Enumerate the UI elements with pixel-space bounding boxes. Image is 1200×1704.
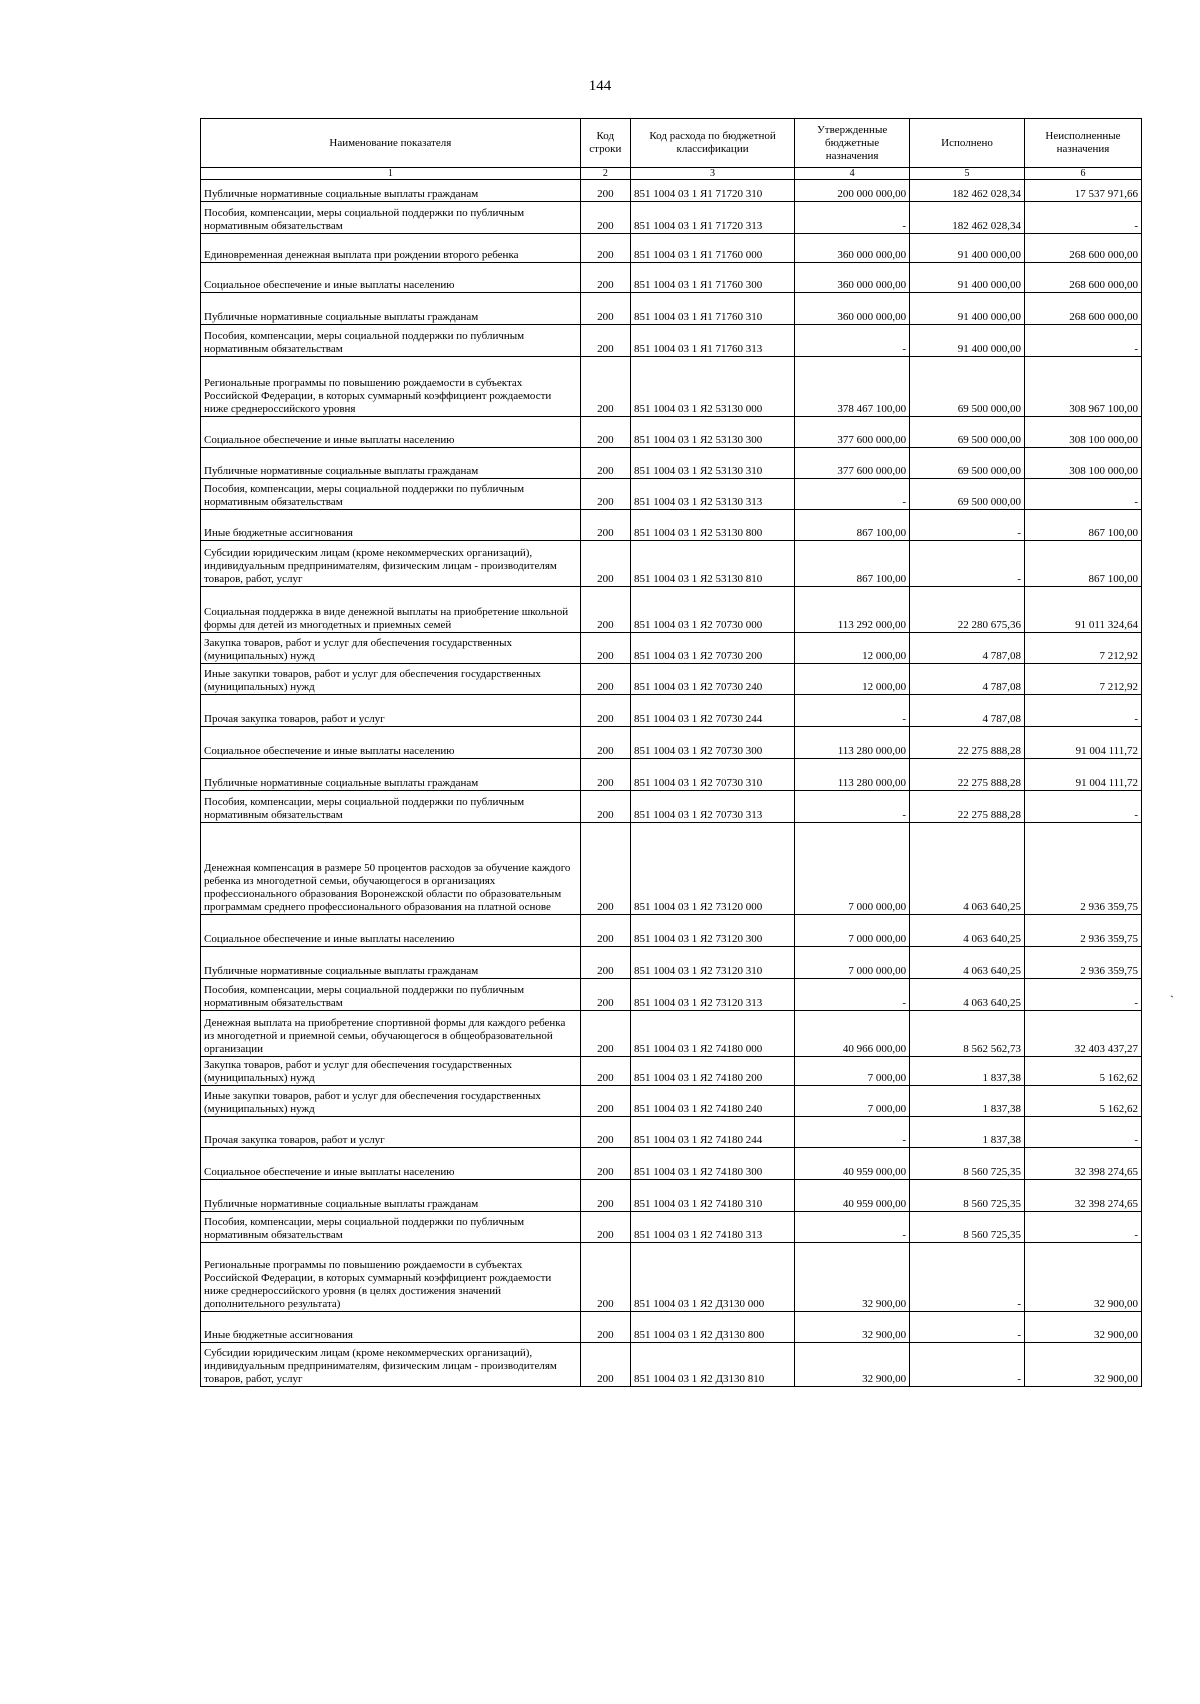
row-approved-amount: 867 100,00 (795, 541, 910, 587)
row-name: Закупка товаров, работ и услуг для обеспечения государственных (муниципальных) нужд (201, 1057, 581, 1086)
table-row (201, 1312, 1142, 1343)
row-approved-amount: - (795, 1117, 910, 1148)
row-name: Социальная поддержка в виде денежной выплаты на приобретение школьной формы для детей из многодетных и приемных семей (201, 587, 581, 633)
row-executed-amount: 1 837,38 (910, 1117, 1025, 1148)
row-approved-amount: - (795, 325, 910, 357)
row-executed-amount: 22 275 888,28 (910, 727, 1025, 759)
table-row (201, 947, 1142, 979)
row-code: 200 (580, 664, 630, 695)
row-name: Иные закупки товаров, работ и услуг для обеспечения государственных (муниципальных) нужд (201, 1086, 581, 1117)
row-name: Денежная выплата на приобретение спортивной формы для каждого ребенка из многодетной и приемной семьи, обучающегося в общеобразовательной организации (201, 1011, 581, 1057)
row-unexecuted-amount: 17 537 971,66 (1024, 180, 1141, 202)
row-classification-code: 851 1004 03 1 Я2 73120 310 (630, 947, 794, 979)
row-name: Публичные нормативные социальные выплаты гражданам (201, 1180, 581, 1212)
row-name: Иные бюджетные ассигнования (201, 510, 581, 541)
row-approved-amount: 32 900,00 (795, 1243, 910, 1312)
row-code: 200 (580, 202, 630, 234)
table-row (201, 1243, 1142, 1312)
row-classification-code: 851 1004 03 1 Я2 73120 313 (630, 979, 794, 1011)
row-classification-code: 851 1004 03 1 Я2 70730 000 (630, 587, 794, 633)
row-classification-code: 851 1004 03 1 Я2 74180 300 (630, 1148, 794, 1180)
row-classification-code: 851 1004 03 1 Я2 74180 244 (630, 1117, 794, 1148)
row-classification-code: 851 1004 03 1 Я2 53130 000 (630, 357, 794, 417)
row-unexecuted-amount: 2 936 359,75 (1024, 915, 1141, 947)
row-executed-amount: 91 400 000,00 (910, 234, 1025, 263)
row-unexecuted-amount: 32 398 274,65 (1024, 1180, 1141, 1212)
row-name: Региональные программы по повышению рождаемости в субъектах Российской Федерации, в которых суммарный коэффициент рождаемости ниже среднероссийского уровня (201, 357, 581, 417)
row-approved-amount: 32 900,00 (795, 1343, 910, 1387)
row-classification-code: 851 1004 03 1 Я2 70730 313 (630, 791, 794, 823)
row-classification-code: 851 1004 03 1 Я2 53130 300 (630, 417, 794, 448)
row-executed-amount: 22 275 888,28 (910, 759, 1025, 791)
row-executed-amount: 4 063 640,25 (910, 979, 1025, 1011)
header-name: Наименование показателя (201, 119, 581, 168)
row-approved-amount: 113 292 000,00 (795, 587, 910, 633)
row-unexecuted-amount: 32 403 437,27 (1024, 1011, 1141, 1057)
table-row (201, 202, 1142, 234)
row-unexecuted-amount: 91 011 324,64 (1024, 587, 1141, 633)
row-classification-code: 851 1004 03 1 Я2 74180 240 (630, 1086, 794, 1117)
row-name: Пособия, компенсации, меры социальной поддержки по публичным нормативным обязательствам (201, 979, 581, 1011)
row-approved-amount: - (795, 791, 910, 823)
row-name: Иные закупки товаров, работ и услуг для обеспечения государственных (муниципальных) нужд (201, 664, 581, 695)
table-row (201, 759, 1142, 791)
row-approved-amount: 40 966 000,00 (795, 1011, 910, 1057)
row-name: Субсидии юридическим лицам (кроме некоммерческих организаций), индивидуальным предпринимателям, физическим лицам - производителям товаров, работ, услуг (201, 541, 581, 587)
row-name: Пособия, компенсации, меры социальной поддержки по публичным нормативным обязательствам (201, 479, 581, 510)
column-number: 6 (1024, 168, 1141, 180)
row-unexecuted-amount: 2 936 359,75 (1024, 947, 1141, 979)
table-row (201, 234, 1142, 263)
table-row (201, 479, 1142, 510)
table-row (201, 1180, 1142, 1212)
column-number: 2 (580, 168, 630, 180)
budget-execution-table (200, 118, 1142, 1387)
row-unexecuted-amount: - (1024, 1212, 1141, 1243)
row-classification-code: 851 1004 03 1 Я2 73120 000 (630, 823, 794, 915)
row-approved-amount: 40 959 000,00 (795, 1180, 910, 1212)
table-row (201, 293, 1142, 325)
row-name: Публичные нормативные социальные выплаты гражданам (201, 759, 581, 791)
row-code: 200 (580, 1312, 630, 1343)
row-code: 200 (580, 417, 630, 448)
row-code: 200 (580, 1343, 630, 1387)
row-classification-code: 851 1004 03 1 Я1 71760 000 (630, 234, 794, 263)
row-code: 200 (580, 1180, 630, 1212)
row-code: 200 (580, 823, 630, 915)
row-name: Публичные нормативные социальные выплаты гражданам (201, 947, 581, 979)
column-number: 4 (795, 168, 910, 180)
row-approved-amount: 40 959 000,00 (795, 1148, 910, 1180)
row-approved-amount: 7 000 000,00 (795, 823, 910, 915)
row-name: Социальное обеспечение и иные выплаты населению (201, 263, 581, 293)
row-classification-code: 851 1004 03 1 Я2 74180 313 (630, 1212, 794, 1243)
header-executed: Исполнено (910, 119, 1025, 168)
row-classification-code: 851 1004 03 1 Я2 Д3130 800 (630, 1312, 794, 1343)
column-number: 3 (630, 168, 794, 180)
row-classification-code: 851 1004 03 1 Я2 53130 800 (630, 510, 794, 541)
row-code: 200 (580, 915, 630, 947)
row-unexecuted-amount: - (1024, 325, 1141, 357)
table-row (201, 541, 1142, 587)
row-classification-code: 851 1004 03 1 Я2 70730 300 (630, 727, 794, 759)
row-classification-code: 851 1004 03 1 Я2 53130 310 (630, 448, 794, 479)
row-classification-code: 851 1004 03 1 Я2 Д3130 810 (630, 1343, 794, 1387)
row-executed-amount: 4 787,08 (910, 633, 1025, 664)
row-name: Социальное обеспечение и иные выплаты населению (201, 1148, 581, 1180)
row-approved-amount: 378 467 100,00 (795, 357, 910, 417)
row-classification-code: 851 1004 03 1 Я2 70730 240 (630, 664, 794, 695)
row-executed-amount: 8 562 562,73 (910, 1011, 1025, 1057)
row-code: 200 (580, 1212, 630, 1243)
row-executed-amount: - (910, 1243, 1025, 1312)
stray-mark: ˎ (1170, 984, 1174, 998)
row-unexecuted-amount: 32 900,00 (1024, 1243, 1141, 1312)
table-row (201, 695, 1142, 727)
table-row (201, 1117, 1142, 1148)
row-executed-amount: 69 500 000,00 (910, 479, 1025, 510)
row-code: 200 (580, 1011, 630, 1057)
row-approved-amount: 7 000 000,00 (795, 947, 910, 979)
row-name: Иные бюджетные ассигнования (201, 1312, 581, 1343)
row-approved-amount: 12 000,00 (795, 664, 910, 695)
header-approved: Утвержденные бюджетные назначения (795, 119, 910, 168)
row-executed-amount: 8 560 725,35 (910, 1180, 1025, 1212)
row-code: 200 (580, 479, 630, 510)
row-approved-amount: 867 100,00 (795, 510, 910, 541)
row-approved-amount: 113 280 000,00 (795, 759, 910, 791)
row-approved-amount: 200 000 000,00 (795, 180, 910, 202)
table-row (201, 823, 1142, 915)
row-name: Субсидии юридическим лицам (кроме некоммерческих организаций), индивидуальным предпринимателям, физическим лицам - производителям товаров, работ, услуг (201, 1343, 581, 1387)
row-classification-code: 851 1004 03 1 Я2 70730 310 (630, 759, 794, 791)
row-approved-amount: - (795, 979, 910, 1011)
row-code: 200 (580, 1057, 630, 1086)
row-approved-amount: 12 000,00 (795, 633, 910, 664)
row-executed-amount: 4 063 640,25 (910, 915, 1025, 947)
row-name: Публичные нормативные социальные выплаты гражданам (201, 448, 581, 479)
row-executed-amount: - (910, 1343, 1025, 1387)
row-code: 200 (580, 263, 630, 293)
row-name: Прочая закупка товаров, работ и услуг (201, 1117, 581, 1148)
table-row (201, 1148, 1142, 1180)
table-row (201, 979, 1142, 1011)
row-classification-code: 851 1004 03 1 Я2 53130 313 (630, 479, 794, 510)
column-number-row (201, 168, 1142, 180)
row-code: 200 (580, 695, 630, 727)
table-row (201, 1057, 1142, 1086)
row-unexecuted-amount: 867 100,00 (1024, 541, 1141, 587)
row-classification-code: 851 1004 03 1 Я1 71760 313 (630, 325, 794, 357)
row-name: Закупка товаров, работ и услуг для обеспечения государственных (муниципальных) нужд (201, 633, 581, 664)
row-executed-amount: 8 560 725,35 (910, 1148, 1025, 1180)
row-unexecuted-amount: - (1024, 202, 1141, 234)
row-executed-amount: 8 560 725,35 (910, 1212, 1025, 1243)
row-code: 200 (580, 1117, 630, 1148)
row-unexecuted-amount: 268 600 000,00 (1024, 263, 1141, 293)
row-code: 200 (580, 727, 630, 759)
row-code: 200 (580, 791, 630, 823)
row-unexecuted-amount: - (1024, 979, 1141, 1011)
row-code: 200 (580, 1086, 630, 1117)
row-executed-amount: 1 837,38 (910, 1057, 1025, 1086)
row-classification-code: 851 1004 03 1 Я1 71720 310 (630, 180, 794, 202)
table-row (201, 587, 1142, 633)
row-classification-code: 851 1004 03 1 Я1 71720 313 (630, 202, 794, 234)
row-executed-amount: 22 280 675,36 (910, 587, 1025, 633)
row-code: 200 (580, 587, 630, 633)
row-name: Пособия, компенсации, меры социальной поддержки по публичным нормативным обязательствам (201, 791, 581, 823)
row-approved-amount: - (795, 695, 910, 727)
row-approved-amount: 360 000 000,00 (795, 263, 910, 293)
header-row-code: Код строки (580, 119, 630, 168)
row-approved-amount: 113 280 000,00 (795, 727, 910, 759)
row-code: 200 (580, 448, 630, 479)
row-executed-amount: 69 500 000,00 (910, 417, 1025, 448)
table-row (201, 791, 1142, 823)
row-code: 200 (580, 1243, 630, 1312)
row-approved-amount: 32 900,00 (795, 1312, 910, 1343)
row-executed-amount: 91 400 000,00 (910, 263, 1025, 293)
row-classification-code: 851 1004 03 1 Я1 71760 300 (630, 263, 794, 293)
table-row (201, 915, 1142, 947)
table-row (201, 664, 1142, 695)
row-code: 200 (580, 759, 630, 791)
table-row (201, 180, 1142, 202)
row-classification-code: 851 1004 03 1 Я2 74180 000 (630, 1011, 794, 1057)
row-unexecuted-amount: 5 162,62 (1024, 1057, 1141, 1086)
row-executed-amount: 182 462 028,34 (910, 180, 1025, 202)
table-row (201, 633, 1142, 664)
row-approved-amount: 7 000 000,00 (795, 915, 910, 947)
table-row (201, 417, 1142, 448)
column-number: 5 (910, 168, 1025, 180)
row-executed-amount: - (910, 1312, 1025, 1343)
table-row (201, 263, 1142, 293)
table-body (201, 180, 1142, 1387)
row-classification-code: 851 1004 03 1 Я2 73120 300 (630, 915, 794, 947)
header-classification: Код расхода по бюджетной классификации (630, 119, 794, 168)
row-name: Пособия, компенсации, меры социальной поддержки по публичным нормативным обязательствам (201, 202, 581, 234)
row-unexecuted-amount: 308 967 100,00 (1024, 357, 1141, 417)
row-unexecuted-amount: 32 398 274,65 (1024, 1148, 1141, 1180)
row-code: 200 (580, 947, 630, 979)
row-name: Пособия, компенсации, меры социальной поддержки по публичным нормативным обязательствам (201, 1212, 581, 1243)
row-name: Региональные программы по повышению рождаемости в субъектах Российской Федерации, в которых суммарный коэффициент рождаемости ниже среднероссийского уровня (в целях достижения значений дополнительного результата) (201, 1243, 581, 1312)
row-name: Денежная компенсация в размере 50 процентов расходов за обучение каждого ребенка из многодетной семьи, обучающегося в организациях профессионального образования Воронежской области по образовательным программам среднего профессионального образования на платной основе (201, 823, 581, 915)
row-code: 200 (580, 234, 630, 263)
row-name: Прочая закупка товаров, работ и услуг (201, 695, 581, 727)
row-classification-code: 851 1004 03 1 Я2 70730 200 (630, 633, 794, 664)
row-unexecuted-amount: 7 212,92 (1024, 633, 1141, 664)
row-unexecuted-amount: 91 004 111,72 (1024, 759, 1141, 791)
row-classification-code: 851 1004 03 1 Я2 Д3130 000 (630, 1243, 794, 1312)
row-unexecuted-amount: - (1024, 1117, 1141, 1148)
table-row (201, 1086, 1142, 1117)
row-unexecuted-amount: - (1024, 695, 1141, 727)
row-approved-amount: 377 600 000,00 (795, 417, 910, 448)
row-unexecuted-amount: 91 004 111,72 (1024, 727, 1141, 759)
row-approved-amount: 7 000,00 (795, 1086, 910, 1117)
row-classification-code: 851 1004 03 1 Я2 74180 310 (630, 1180, 794, 1212)
row-unexecuted-amount: 2 936 359,75 (1024, 823, 1141, 915)
page-number: 144 (588, 78, 612, 94)
row-executed-amount: 4 063 640,25 (910, 947, 1025, 979)
row-classification-code: 851 1004 03 1 Я2 74180 200 (630, 1057, 794, 1086)
row-approved-amount: - (795, 1212, 910, 1243)
row-unexecuted-amount: 867 100,00 (1024, 510, 1141, 541)
row-approved-amount: 7 000,00 (795, 1057, 910, 1086)
row-executed-amount: 4 063 640,25 (910, 823, 1025, 915)
row-code: 200 (580, 293, 630, 325)
row-unexecuted-amount: 308 100 000,00 (1024, 448, 1141, 479)
row-approved-amount: 377 600 000,00 (795, 448, 910, 479)
table-row (201, 325, 1142, 357)
row-unexecuted-amount: 5 162,62 (1024, 1086, 1141, 1117)
row-executed-amount: 91 400 000,00 (910, 293, 1025, 325)
row-code: 200 (580, 541, 630, 587)
row-unexecuted-amount: 32 900,00 (1024, 1343, 1141, 1387)
row-executed-amount: 69 500 000,00 (910, 448, 1025, 479)
row-name: Публичные нормативные социальные выплаты гражданам (201, 180, 581, 202)
row-unexecuted-amount: 268 600 000,00 (1024, 234, 1141, 263)
table-row (201, 1343, 1142, 1387)
row-executed-amount: 1 837,38 (910, 1086, 1025, 1117)
row-name: Социальное обеспечение и иные выплаты населению (201, 417, 581, 448)
row-executed-amount: 4 787,08 (910, 695, 1025, 727)
row-approved-amount: - (795, 479, 910, 510)
row-code: 200 (580, 1148, 630, 1180)
table-row (201, 448, 1142, 479)
row-code: 200 (580, 357, 630, 417)
row-executed-amount: 182 462 028,34 (910, 202, 1025, 234)
table-row (201, 510, 1142, 541)
row-executed-amount: 22 275 888,28 (910, 791, 1025, 823)
row-name: Публичные нормативные социальные выплаты гражданам (201, 293, 581, 325)
row-unexecuted-amount: 32 900,00 (1024, 1312, 1141, 1343)
row-name: Социальное обеспечение и иные выплаты населению (201, 915, 581, 947)
row-executed-amount: 69 500 000,00 (910, 357, 1025, 417)
table-row (201, 1212, 1142, 1243)
row-name: Социальное обеспечение и иные выплаты населению (201, 727, 581, 759)
row-unexecuted-amount: 308 100 000,00 (1024, 417, 1141, 448)
table-row (201, 727, 1142, 759)
table-row (201, 1011, 1142, 1057)
row-code: 200 (580, 180, 630, 202)
row-unexecuted-amount: - (1024, 479, 1141, 510)
row-executed-amount: 91 400 000,00 (910, 325, 1025, 357)
row-executed-amount: - (910, 510, 1025, 541)
row-classification-code: 851 1004 03 1 Я2 70730 244 (630, 695, 794, 727)
row-approved-amount: - (795, 202, 910, 234)
row-executed-amount: - (910, 541, 1025, 587)
row-name: Пособия, компенсации, меры социальной поддержки по публичным нормативным обязательствам (201, 325, 581, 357)
table-header-row (201, 119, 1142, 168)
column-number: 1 (201, 168, 581, 180)
row-code: 200 (580, 979, 630, 1011)
row-executed-amount: 4 787,08 (910, 664, 1025, 695)
row-classification-code: 851 1004 03 1 Я2 53130 810 (630, 541, 794, 587)
row-name: Единовременная денежная выплата при рождении второго ребенка (201, 234, 581, 263)
row-unexecuted-amount: - (1024, 791, 1141, 823)
row-code: 200 (580, 510, 630, 541)
row-unexecuted-amount: 268 600 000,00 (1024, 293, 1141, 325)
row-approved-amount: 360 000 000,00 (795, 234, 910, 263)
table-row (201, 357, 1142, 417)
row-unexecuted-amount: 7 212,92 (1024, 664, 1141, 695)
row-approved-amount: 360 000 000,00 (795, 293, 910, 325)
row-classification-code: 851 1004 03 1 Я1 71760 310 (630, 293, 794, 325)
header-unexecuted: Неисполненные назначения (1024, 119, 1141, 168)
row-code: 200 (580, 325, 630, 357)
row-code: 200 (580, 633, 630, 664)
